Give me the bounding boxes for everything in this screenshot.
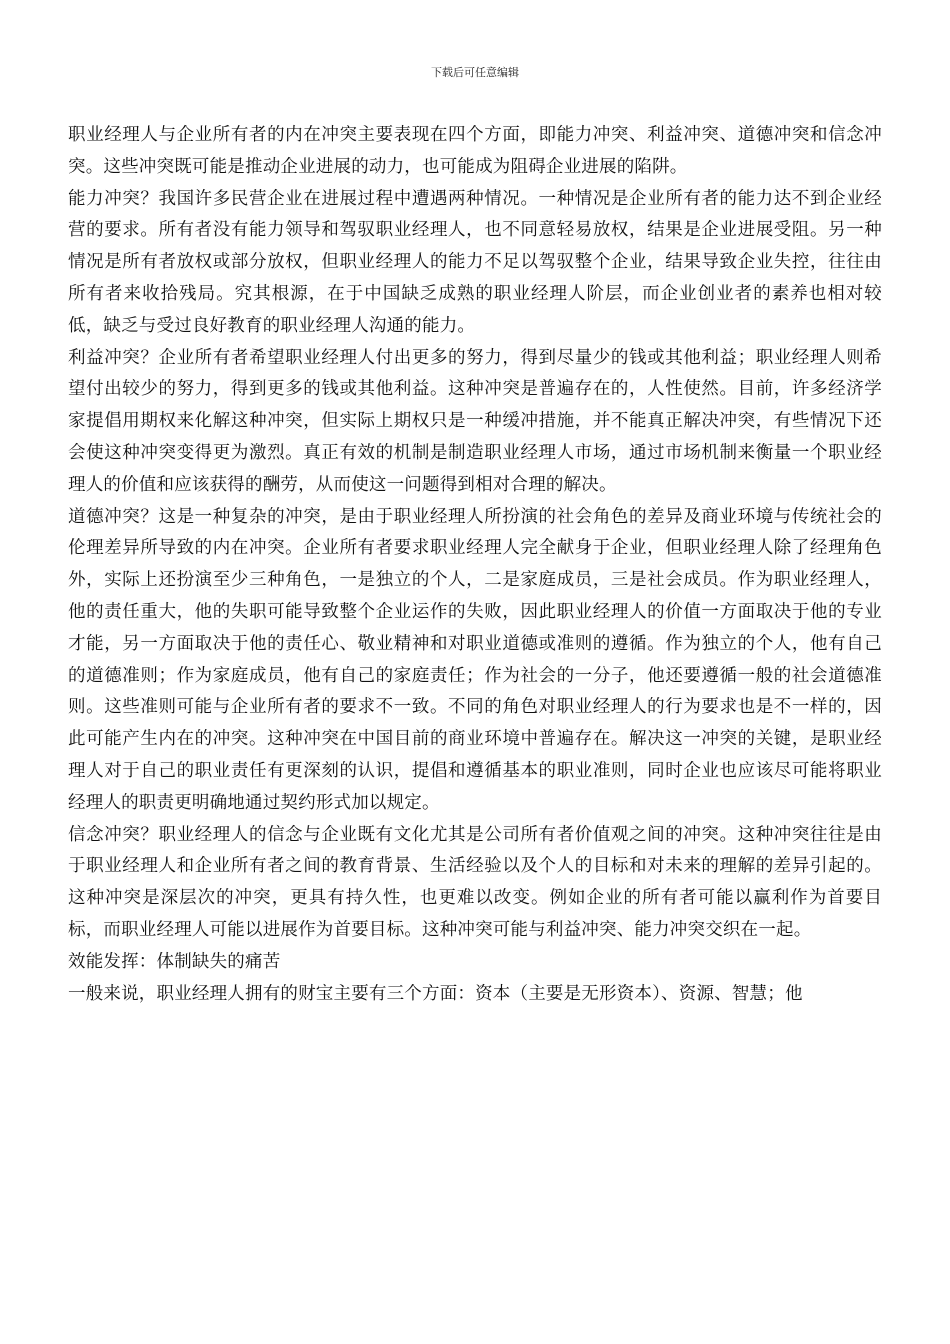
document-body: [68, 120, 882, 1010]
paragraph-interest-conflict: 利益冲突？企业所有者希望职业经理人付出更多的努力，得到尽量少的钱或其他利益；职业经理人则希望付出较少的努力，得到更多的钱或其他利益。这种冲突是普遍存在的，人性使然。目前，许多经济学家提倡用期权来化解这种冲突，但实际上期权只是一种缓冲措施，并不能真正解决冲突，有些情况下还会使这种冲突变得更为激烈。真正有效的机制是制造职业经理人市场，通过市场机制来衡量一个职业经理人的价值和应该获得的酬劳，从而使这一问题得到相对合理的解决。: [68, 347, 882, 495]
paragraph-wealth: 一般来说，职业经理人拥有的财宝主要有三个方面：资本（主要是无形资本）、资源、智慧；他: [68, 983, 803, 1004]
paragraph-moral-conflict: 道德冲突？这是一种复杂的冲突，是由于职业经理人所扮演的社会角色的差异及商业环境与传统社会的伦理差异所导致的内在冲突。企业所有者要求职业经理人完全献身于企业，但职业经理人除了经理角色外，实际上还扮演至少三种角色，一是独立的个人，二是家庭成员，三是社会成员。作为职业经理人，他的责任重大，他的失职可能导致整个企业运作的失败，因此职业经理人的价值一方面取决于他的专业才能，另一方面取决于他的责任心、敬业精神和对职业道德或准则的遵循。作为独立的个人，他有自己的道德准则；作为家庭成员，他有自己的家庭责任；作为社会的一分子，他还要遵循一般的社会道德准则。这些准则可能与企业所有者的要求不一致。不同的角色对职业经理人的行为要求也是不一样的，因此可能产生内在的冲突。这种冲突在中国目前的商业环境中普遍存在。解决这一冲突的关键，是职业经理人对于自己的职业责任有更深刻的认识，提倡和遵循基本的职业准则，同时企业也应该尽可能将职业经理人的职责更明确地通过契约形式加以规定。: [68, 506, 882, 813]
page-header-note: 下载后可任意编辑: [431, 66, 519, 79]
section-heading-efficiency: 效能发挥：体制缺失的痛苦: [68, 951, 281, 972]
paragraph-belief-conflict: 信念冲突？职业经理人的信念与企业既有文化尤其是公司所有者价值观之间的冲突。这种冲突往往是由于职业经理人和企业所有者之间的教育背景、生活经验以及个人的目标和对未来的理解的差异引起的。这种冲突是深层次的冲突，更具有持久性，也更难以改变。例如企业的所有者可能以赢利作为首要目标，而职业经理人可能以进展作为首要目标。这种冲突可能与利益冲突、能力冲突交织在一起。: [68, 824, 882, 940]
paragraph-intro: 职业经理人与企业所有者的内在冲突主要表现在四个方面，即能力冲突、利益冲突、道德冲突和信念冲突。这些冲突既可能是推动企业进展的动力，也可能成为阻碍企业进展的陷阱。: [68, 125, 882, 177]
paragraph-ability-conflict: 能力冲突？我国许多民营企业在进展过程中遭遇两种情况。一种情况是企业所有者的能力达不到企业经营的要求。所有者没有能力领导和驾驭职业经理人，也不同意轻易放权，结果是企业进展受阻。另一种情况是所有者放权或部分放权，但职业经理人的能力不足以驾驭整个企业，结果导致企业失控，往往由所有者来收拾残局。究其根源，在于中国缺乏成熟的职业经理人阶层，而企业创业者的素养也相对较低，缺乏与受过良好教育的职业经理人沟通的能力。: [68, 188, 882, 336]
